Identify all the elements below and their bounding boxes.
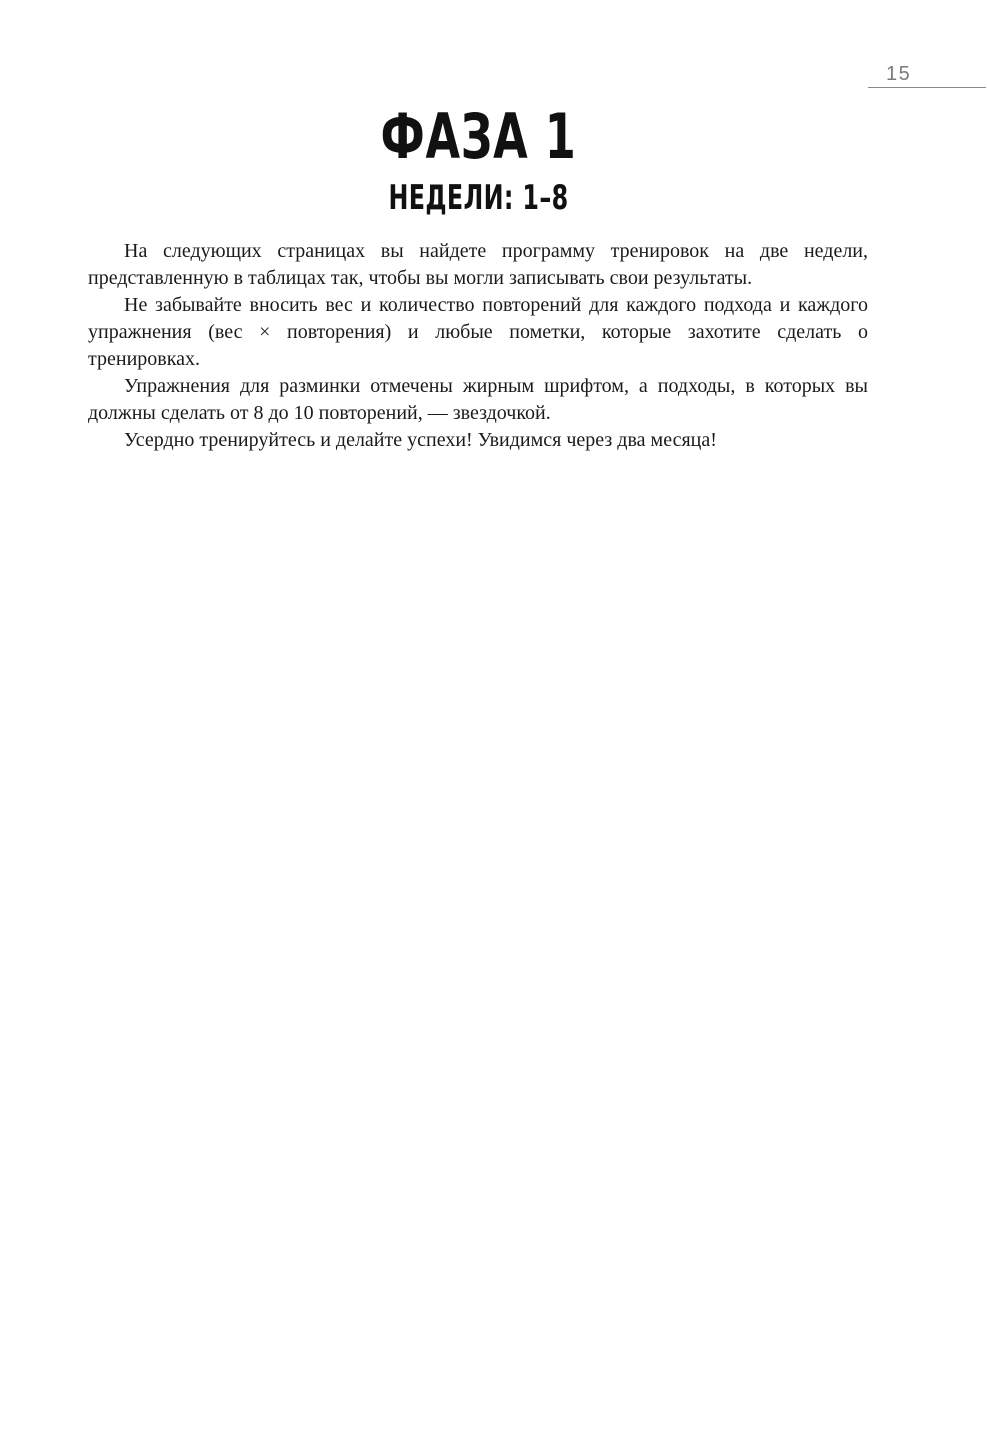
paragraph: Усердно тренируйтесь и делайте успехи! Увидимся через два месяца!	[124, 429, 717, 451]
chapter-heading	[0, 96, 957, 220]
paragraph: На следующих страницах вы найдете программу тренировок на две недели, представленную в таблицах так, чтобы вы могли записывать свои результаты.	[88, 240, 868, 289]
chapter-title: ФАЗА 1	[380, 100, 577, 173]
page-number: 15	[868, 62, 986, 88]
paragraph: Упражнения для разминки отмечены жирным шрифтом, а подходы, в которых вы должны сделать от 8 до 10 повторений, — звездочкой.	[88, 375, 868, 424]
body-text	[88, 238, 868, 454]
paragraph: Не забывайте вносить вес и количество повторений для каждого подхода и каждого упражнения (вес × повторения) и любые пометки, которые захотите сделать о тренировках.	[88, 294, 868, 370]
chapter-subtitle: НЕДЕЛИ: 1–8	[388, 178, 569, 218]
